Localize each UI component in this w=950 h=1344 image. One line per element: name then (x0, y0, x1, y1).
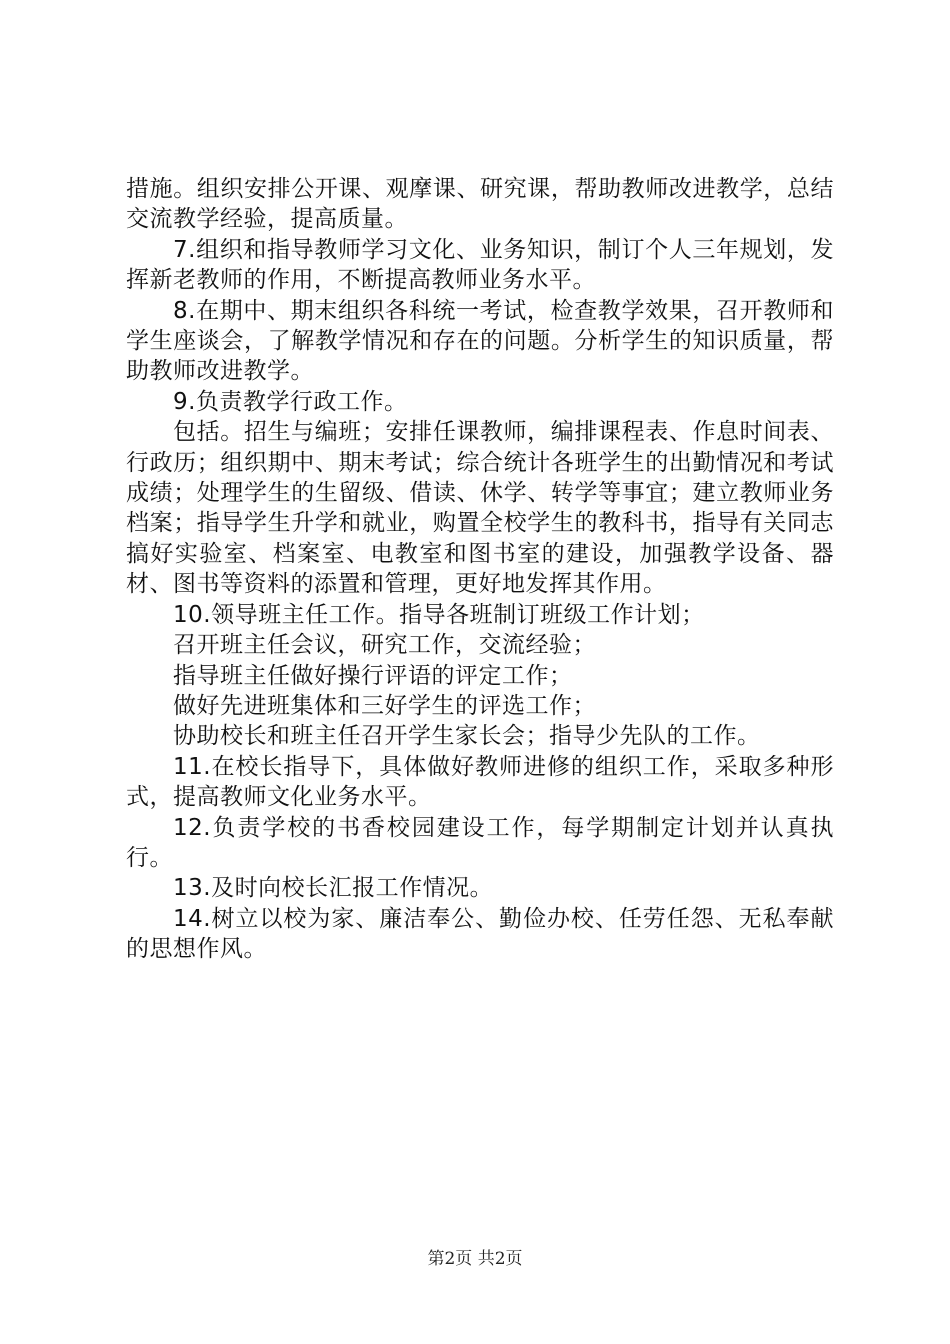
paragraph-item-10-line-4: 做好先进班集体和三好学生的评选工作； (173, 692, 596, 719)
paragraph-continued: 措施。组织安排公开课、观摩课、研究课，帮助教师改进教学，总结交流教学经验，提高质量。 (126, 176, 834, 233)
paragraph-item-9: 9.负责教学行政工作。 (173, 388, 408, 415)
paragraph-item-9-detail: 包括。招生与编班；安排任课教师，编排课程表、作息时间表、行政历；组织期中、期末考试；综合统计各班学生的出勤情况和考试成绩；处理学生的生留级、借读、休学、转学等事宜；建立教师业务档案；指导学生升学和就业，购置全校学生的教科书，指导有关同志搞好实验室、档案室、电教室和图书室的建设，加强教学设备、器材、图书等资料的添置和管理，更好地发挥其作用。 (126, 419, 834, 598)
paragraph-item-8: 8.在期中、期末组织各科统一考试，检查教学效果，召开教师和学生座谈会，了解教学情况和存在的问题。分析学生的知识质量，帮助教师改进教学。 (126, 297, 834, 385)
document-body (126, 174, 834, 965)
paragraph-item-10-line-2: 召开班主任会议，研究工作，交流经验； (173, 632, 596, 659)
paragraph-item-7: 7.组织和指导教师学习文化、业务知识，制订个人三年规划，发挥新老教师的作用，不断提高教师业务水平。 (126, 236, 834, 294)
paragraph-item-10: 10.领导班主任工作。指导各班制订班级工作计划； (173, 601, 705, 628)
page-number-footer: 第2页 共2页 (427, 1249, 523, 1269)
paragraph-item-11: 11.在校长指导下，具体做好教师进修的组织工作，采取多种形式，提高教师文化业务水平。 (126, 753, 834, 811)
paragraph-item-10-line-5: 协助校长和班主任召开学生家长会；指导少先队的工作。 (173, 723, 761, 750)
paragraph-item-14: 14.树立以校为家、廉洁奉公、勤俭办校、任劳任怨、无私奉献的思想作风。 (126, 905, 834, 963)
paragraph-item-12: 12.负责学校的书香校园建设工作，每学期制定计划并认真执行。 (126, 814, 834, 871)
paragraph-item-13: 13.及时向校长汇报工作情况。 (173, 875, 494, 902)
paragraph-item-10-line-3: 指导班主任做好操行评语的评定工作； (173, 662, 573, 689)
